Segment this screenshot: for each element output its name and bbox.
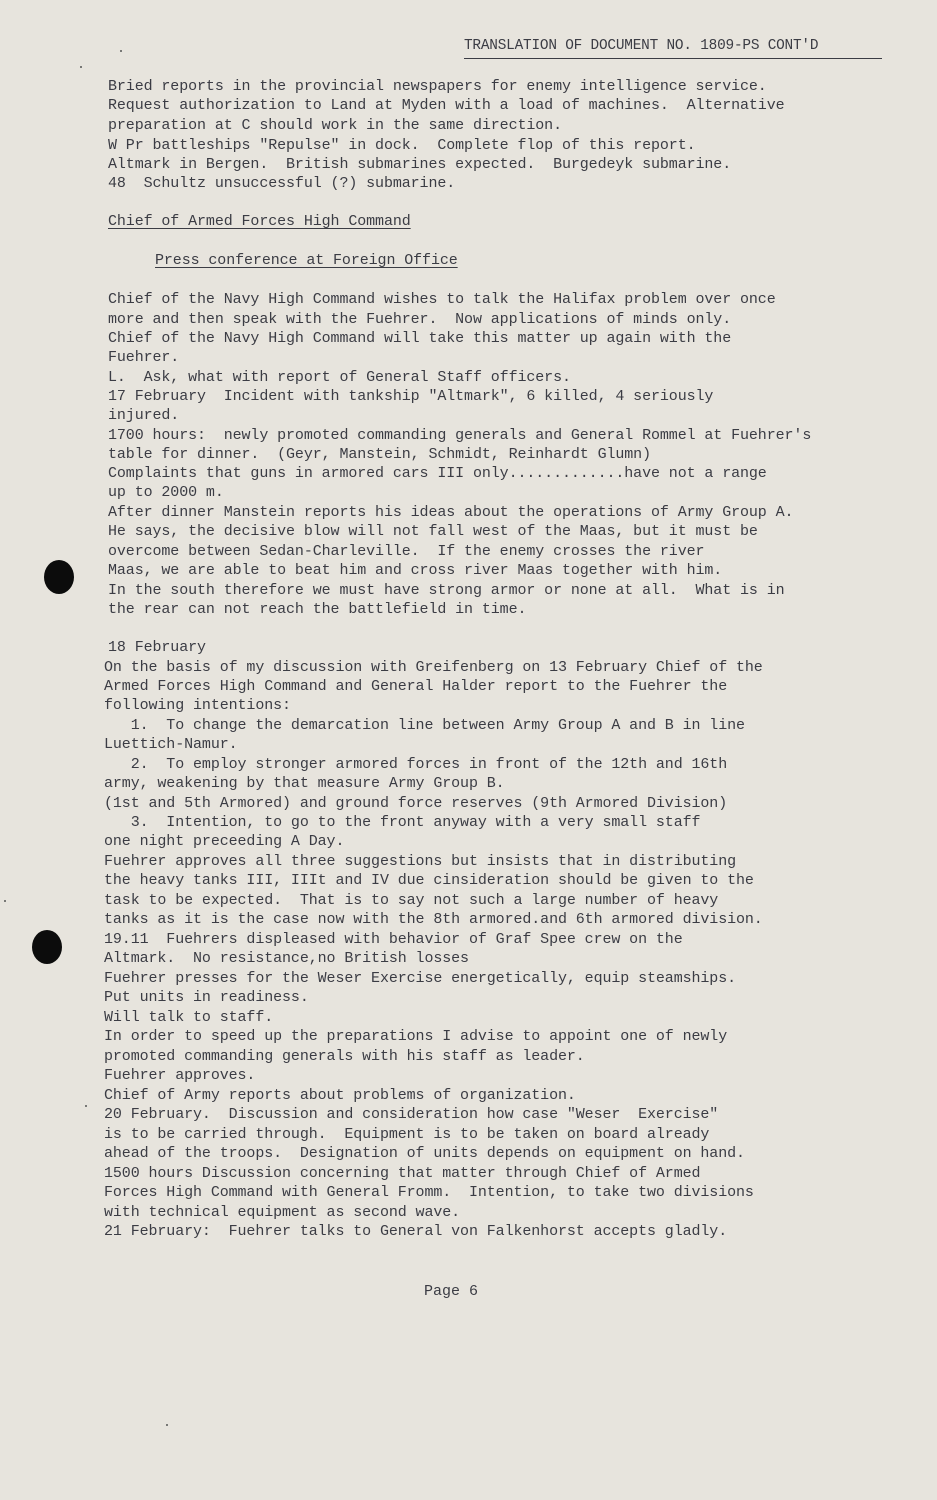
text-line: Armed Forces High Command and General Halder report to the Fuehrer the	[104, 678, 728, 695]
text-line: Will talk to staff.	[104, 1009, 274, 1026]
text-line: In order to speed up the preparations I advise to appoint one of newly	[104, 1028, 728, 1045]
text-line: Fuehrer approves.	[104, 1067, 256, 1084]
text-line: table for dinner. (Geyr, Manstein, Schmidt, Reinhardt Glumn)	[108, 446, 651, 463]
text-line: with technical equipment as second wave.	[104, 1204, 461, 1221]
document-header: TRANSLATION OF DOCUMENT NO. 1809-PS CONT'D	[464, 38, 819, 54]
text-line: Chief of the Navy High Command wishes to talk the Halifax problem over once	[108, 291, 776, 308]
text-line: 1700 hours: newly promoted commanding generals and General Rommel at Fuehrer's	[108, 427, 812, 444]
text-line: Fuehrer approves all three suggestions but insists that in distributing	[104, 853, 737, 870]
text-line: 19.11 Fuehrers displeased with behavior of Graf Spee crew on the	[104, 931, 683, 948]
text-line: 2. To employ stronger armored forces in front of the 12th and 16th	[104, 756, 728, 773]
text-line: Luettich-Namur.	[104, 736, 238, 753]
text-line: 17 February Incident with tankship "Altmark", 6 killed, 4 seriously	[108, 388, 714, 405]
text-line: Maas, we are able to beat him and cross river Maas together with him.	[108, 562, 723, 579]
text-line: 3. Intention, to go to the front anyway with a very small staff	[104, 814, 701, 831]
text-line: army, weakening by that measure Army Group B.	[104, 775, 505, 792]
header-rule	[464, 58, 882, 59]
text-line: Forces High Command with General Fromm. Intention, to take two divisions	[104, 1184, 754, 1201]
text-line: Fuehrer presses for the Weser Exercise energetically, equip steamships.	[104, 970, 737, 987]
paper-speck	[4, 900, 6, 902]
text-line: Fuehrer.	[108, 349, 180, 366]
text-line: In the south therefore we must have strong armor or none at all. What is in	[108, 582, 785, 599]
date-heading: 18 February	[108, 639, 206, 656]
text-line: up to 2000 m.	[108, 484, 224, 501]
text-line: tanks as it is the case now with the 8th armored.and 6th armored division.	[104, 911, 763, 928]
text-line: (1st and 5th Armored) and ground force reserves (9th Armored Division)	[104, 795, 728, 812]
page-number: Page 6	[424, 1283, 479, 1300]
text-line: 21 February: Fuehrer talks to General von Falkenhorst accepts gladly.	[104, 1223, 728, 1240]
text-line: Chief of the Navy High Command will take this matter up again with the	[108, 330, 732, 347]
text-line: He says, the decisive blow will not fall west of the Maas, but it must be	[108, 523, 758, 540]
text-line: 1500 hours Discussion concerning that matter through Chief of Armed	[104, 1165, 701, 1182]
text-line: Chief of Army reports about problems of organization.	[104, 1087, 576, 1104]
text-line: promoted commanding generals with his staff as leader.	[104, 1048, 585, 1065]
text-line: 1. To change the demarcation line between Army Group A and B in line	[104, 717, 745, 734]
text-line: ahead of the troops. Designation of units depends on equipment on hand.	[104, 1145, 745, 1162]
paper-speck	[120, 50, 122, 52]
text-line: injured.	[108, 407, 180, 424]
text-line: After dinner Manstein reports his ideas about the operations of Army Group A.	[108, 504, 794, 521]
hole-punch	[44, 560, 74, 594]
text-line: Bried reports in the provincial newspapers for enemy intelligence service.	[108, 78, 767, 95]
paper-speck	[85, 1105, 87, 1107]
paper-speck	[166, 1424, 168, 1426]
text-line: task to be expected. That is to say not such a large number of heavy	[104, 892, 719, 909]
text-line: W Pr battleships "Repulse" in dock. Complete flop of this report.	[108, 137, 696, 154]
text-line: On the basis of my discussion with Greifenberg on 13 February Chief of the	[104, 659, 763, 676]
section-heading: Chief of Armed Forces High Command	[108, 213, 411, 230]
text-line: L. Ask, what with report of General Staff officers.	[108, 369, 571, 386]
text-line: 20 February. Discussion and consideration how case "Weser Exercise"	[104, 1106, 719, 1123]
subsection-heading: Press conference at Foreign Office	[155, 252, 458, 269]
hole-punch	[32, 930, 62, 964]
text-line: overcome between Sedan-Charleville. If the enemy crosses the river	[108, 543, 705, 560]
text-line: Altmark. No resistance,no British losses	[104, 950, 469, 967]
text-line: preparation at C should work in the same direction.	[108, 117, 562, 134]
paper-speck	[80, 66, 82, 68]
text-line: the rear can not reach the battlefield in time.	[108, 601, 527, 618]
text-line: more and then speak with the Fuehrer. Now applications of minds only.	[108, 311, 732, 328]
text-line: Complaints that guns in armored cars III only.............have not a range	[108, 465, 767, 482]
text-line: is to be carried through. Equipment is to be taken on board already	[104, 1126, 710, 1143]
text-line: the heavy tanks III, IIIt and IV due cinsideration should be given to the	[104, 872, 754, 889]
text-line: following intentions:	[104, 697, 291, 714]
text-line: one night preceeding A Day.	[104, 833, 345, 850]
text-line: Altmark in Bergen. British submarines expected. Burgedeyk submarine.	[108, 156, 732, 173]
text-line: Put units in readiness.	[104, 989, 309, 1006]
text-line: 48 Schultz unsuccessful (?) submarine.	[108, 175, 456, 192]
text-line: Request authorization to Land at Myden with a load of machines. Alternative	[108, 97, 785, 114]
